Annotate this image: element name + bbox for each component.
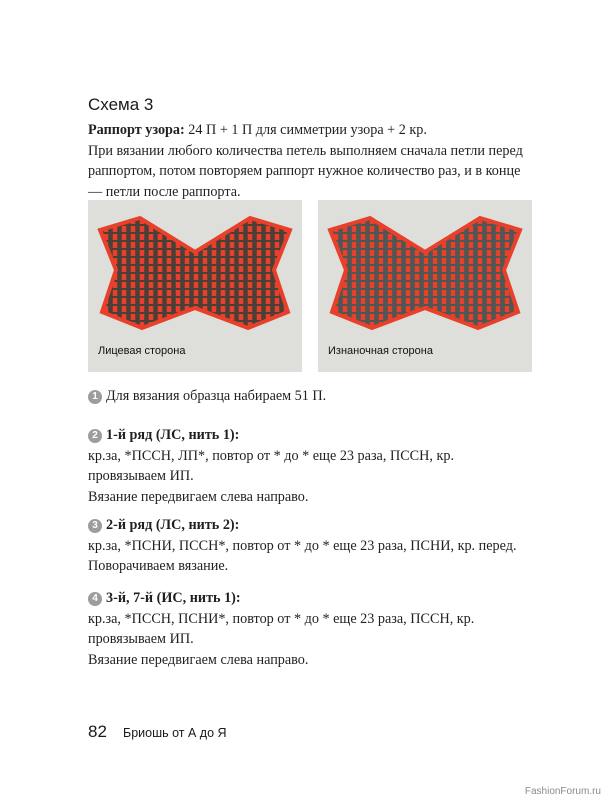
step-1	[88, 386, 533, 407]
step-3	[88, 515, 533, 577]
step-note: Вязание передвигаем слева направо.	[88, 488, 309, 505]
step-body: кр.за, *ПССН, ЛП*, повтор от * до * еще 23 раза, ПССН, кр. провязываем ИП.	[88, 447, 454, 484]
step-note: Вязание передвигаем слева направо.	[88, 651, 309, 668]
rapport-value: 24 П + 1 П для симметрии узора + 2 кр.	[184, 122, 427, 138]
step-note: Поворачиваем вязание.	[88, 558, 229, 574]
rapport-label: Раппорт узора:	[88, 122, 185, 138]
step-heading: 3-й, 7-й (ИС, нить 1):	[106, 590, 241, 606]
photo-back-side	[318, 200, 532, 372]
watermark: FashionForum.ru	[524, 786, 601, 797]
photo-caption-back: Изнаночная сторона	[328, 345, 433, 357]
intro-text: При вязании любого количества петель выполняем сначала петли перед раппортом, потом повторяем раппорт нужное количество раз, и в конце — петли после раппорта.	[88, 142, 523, 200]
step-body: Для вязания образца набираем 51 П.	[106, 388, 327, 404]
book-title: Бриошь от А до Я	[123, 726, 227, 740]
step-number-badge: 2	[88, 429, 102, 443]
photo-front-side	[88, 200, 302, 372]
step-2	[88, 425, 533, 507]
swatch-body	[330, 218, 520, 328]
step-4	[88, 588, 533, 670]
step-heading: 2-й ряд (ЛС, нить 2):	[106, 517, 240, 533]
swatch-body	[100, 218, 290, 328]
section-heading: Схема 3	[88, 95, 154, 114]
page-number: 82	[88, 722, 107, 741]
step-number-badge: 3	[88, 519, 102, 533]
photo-caption-front: Лицевая сторона	[98, 345, 186, 357]
step-body: кр.за, *ПСНИ, ПССН*, повтор от * до * еще 23 раза, ПСНИ, кр. перед.	[88, 537, 517, 554]
intro-paragraph	[88, 120, 528, 202]
step-body: кр.за, *ПССН, ПСНИ*, повтор от * до * еще 23 раза, ПССН, кр. провязываем ИП.	[88, 610, 475, 647]
step-heading: 1-й ряд (ЛС, нить 1):	[106, 427, 240, 443]
step-number-badge: 4	[88, 592, 102, 606]
step-number-badge: 1	[88, 390, 102, 404]
